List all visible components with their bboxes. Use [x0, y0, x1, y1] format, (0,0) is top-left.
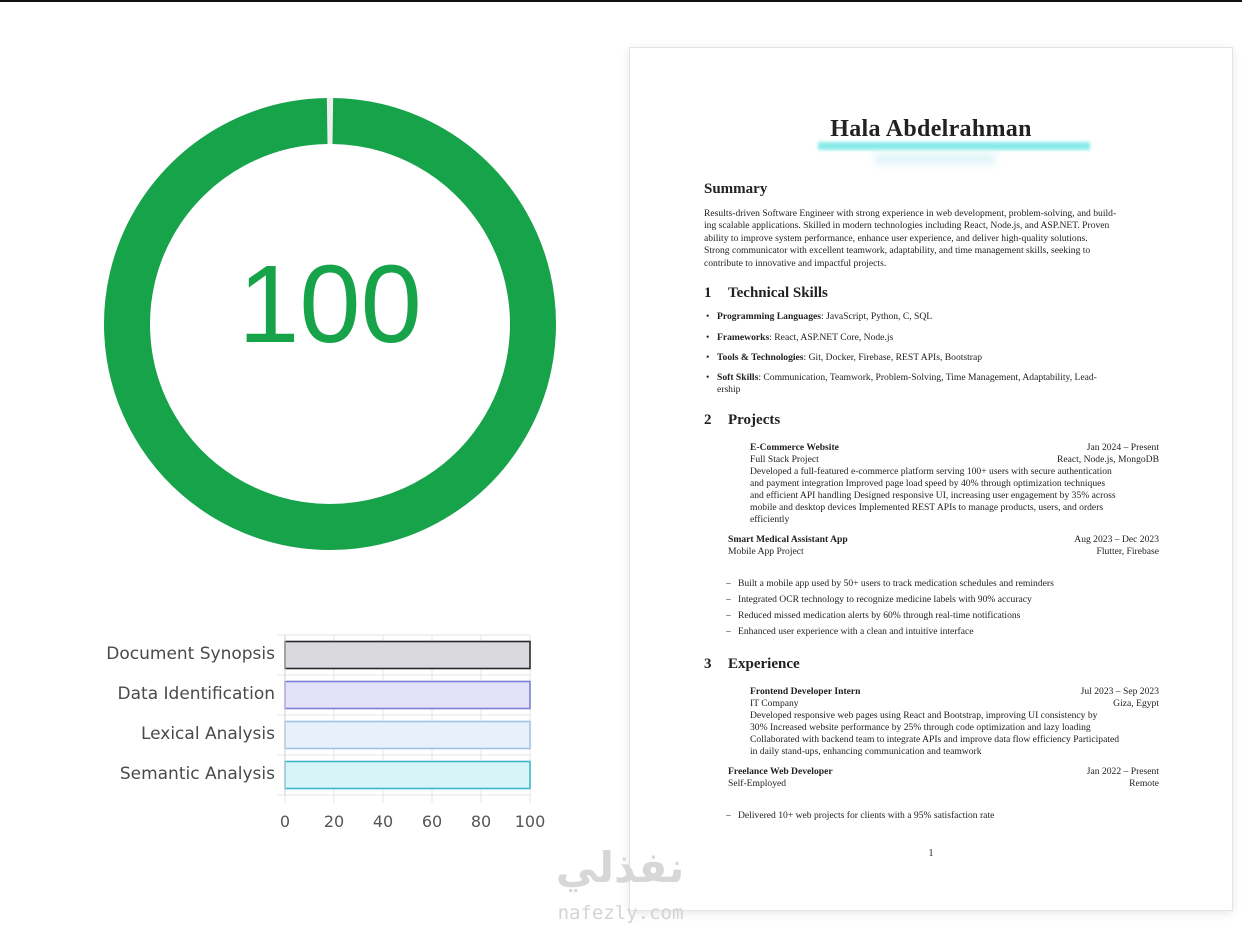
- project-title: Smart Medical Assistant App: [728, 534, 848, 545]
- job-date: Jan 2022 – Present: [1086, 766, 1159, 777]
- bar-category-label: Data Identification: [117, 684, 275, 704]
- bar: [285, 762, 530, 789]
- watermark-arabic: نفذلي: [555, 843, 685, 892]
- project-description: Developed a full-featured e-commerce platform serving 100+ users with secure authentication and payment integration Improved page load speed by 40% through optimization techniques and efficient API handling Designed responsive UI, increasing user engagement by 35% across mobile and desktop devices Implemented REST APIs to manage products, users, and orders efficiently: [750, 466, 1116, 525]
- job-org: IT Company: [750, 698, 799, 709]
- project-tech: React, Node.js, MongoDB: [1056, 454, 1159, 465]
- project-date: Jan 2024 – Present: [1086, 442, 1159, 453]
- project-bullet: – Integrated OCR technology to recognize medicine labels with 90% accuracy: [738, 594, 1158, 606]
- resume-name: Hala Abdelrahman: [830, 116, 1032, 142]
- project-role: Mobile App Project: [728, 546, 804, 557]
- project-bullet: – Reduced missed medication alerts by 60% through real-time notifications: [738, 610, 1158, 622]
- job-description: Developed responsive web pages using React and Bootstrap, improving UI consistency by 30% Increased website performance by 25% through code optimization and lazy loading Collaborated with backend team to integrate APIs and improve data flow efficiency Participated in daily stand-ups, enhancing communication and teamwork: [750, 710, 1120, 757]
- top-border: [0, 0, 1242, 2]
- job-location: Remote: [1129, 778, 1159, 789]
- bar-category-label: Lexical Analysis: [140, 724, 275, 744]
- score-value: 100: [238, 243, 422, 366]
- skill-item: • Frameworks: React, ASP.NET Core, Node.js: [717, 332, 1161, 344]
- x-tick-label: 0: [279, 812, 291, 831]
- job-org: Self-Employed: [728, 778, 787, 789]
- job-title: Frontend Developer Intern: [750, 686, 861, 697]
- bar: [285, 642, 530, 669]
- bar: [285, 682, 530, 709]
- x-tick-label: 100: [514, 812, 546, 831]
- project-date: Aug 2023 – Dec 2023: [1074, 534, 1159, 545]
- project-title: E-Commerce Website: [750, 442, 839, 453]
- x-tick-label: 60: [421, 812, 443, 831]
- skill-item: • Soft Skills: Communication, Teamwork, Problem-Solving, Time Management, Adaptability, Lead- ership: [717, 372, 1161, 397]
- experience-heading: 3 Experience: [704, 656, 800, 672]
- x-tick-label: 20: [323, 812, 345, 831]
- job-date: Jul 2023 – Sep 2023: [1080, 686, 1159, 697]
- bar-category-label: Semantic Analysis: [119, 764, 275, 784]
- resume-page: [630, 48, 1232, 910]
- project-tech: Flutter, Firebase: [1096, 546, 1159, 557]
- redacted-contact-info-2: [875, 154, 995, 164]
- job-bullet: – Delivered 10+ web projects for clients with a 95% satisfaction rate: [738, 810, 1158, 822]
- watermark-latin: nafezly.com: [557, 902, 684, 924]
- summary-heading: Summary: [704, 181, 768, 197]
- job-location: Giza, Egypt: [1113, 698, 1159, 709]
- skills-heading: 1 Technical Skills: [704, 285, 828, 301]
- project-role: Full Stack Project: [750, 454, 819, 465]
- page-number: 1: [928, 848, 934, 859]
- skill-item: • Tools & Technologies: Git, Docker, Firebase, REST APIs, Bootstrap: [717, 352, 1161, 364]
- project-bullet: – Enhanced user experience with a clean and intuitive interface: [738, 626, 1158, 638]
- x-tick-label: 40: [372, 812, 394, 831]
- projects-heading: 2 Projects: [704, 412, 781, 428]
- bar-category-label: Document Synopsis: [106, 644, 275, 664]
- summary-text: Results-driven Software Engineer with strong experience in web development, problem-solving, and build- ing scalable applications. Skilled in modern technologies including React, Node.js, and ASP.NET. Proven ability to improve system performance, enhance user experience, and deliver high-quality solutions. Strong communicator with excellent teamwork, adaptability, and time management skills, seeking to contribute to innovative and impactful projects.: [704, 208, 1117, 269]
- x-tick-label: 80: [470, 812, 492, 831]
- skill-item: • Programming Languages: JavaScript, Python, C, SQL: [717, 311, 1161, 323]
- redacted-contact-info: [818, 142, 1090, 150]
- job-title: Freelance Web Developer: [728, 766, 833, 777]
- bar: [285, 722, 530, 749]
- project-bullet: – Built a mobile app used by 50+ users to track medication schedules and reminders: [738, 578, 1158, 590]
